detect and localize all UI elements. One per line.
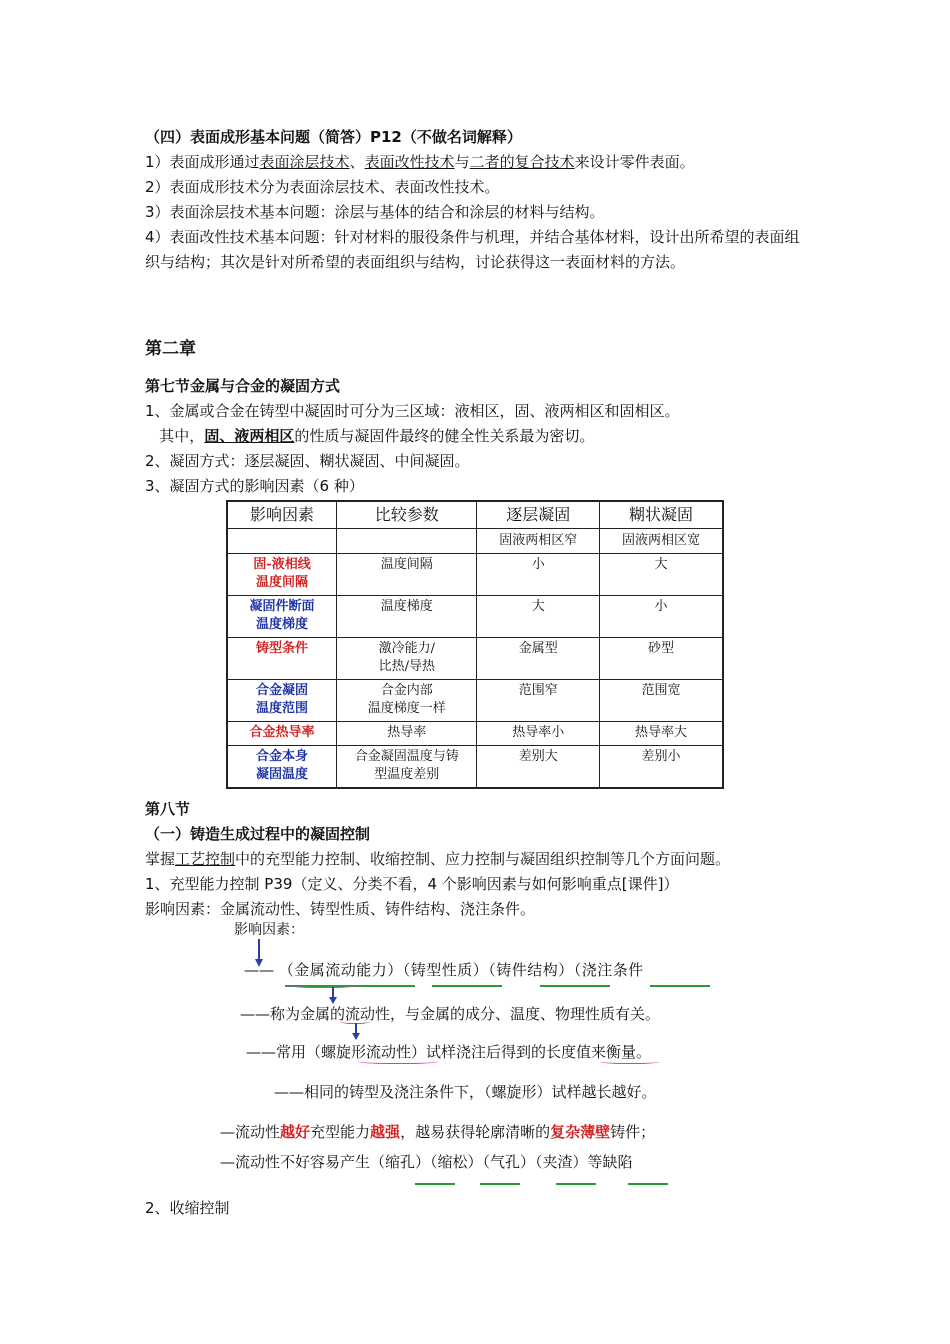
table-row bbox=[227, 746, 723, 788]
table-cell bbox=[337, 638, 477, 680]
text: 中的充型能力控制、收缩控制、应力控制与凝固组织控制等几个方面问题。 bbox=[235, 850, 731, 868]
cell-text: 热导率 bbox=[387, 725, 427, 740]
table-cell bbox=[599, 680, 723, 722]
table-cell bbox=[227, 680, 337, 722]
underlined-text: 表面涂层技术 bbox=[259, 153, 350, 171]
text: 、 bbox=[349, 153, 365, 171]
subsection-heading: （一）铸造生成过程中的凝固控制 bbox=[145, 825, 371, 843]
section-heading: 第七节金属与合金的凝固方式 bbox=[145, 377, 341, 395]
text: 充型能力 bbox=[310, 1123, 371, 1141]
section-heading: （四）表面成形基本问题（简答）P12（不做名词解释） bbox=[145, 128, 522, 146]
cell-text: 合金内部 bbox=[380, 683, 433, 698]
pink-mark bbox=[288, 982, 358, 988]
table-cell bbox=[337, 746, 477, 788]
pink-mark bbox=[358, 1058, 438, 1064]
image-row: ——称为金属的流动性，与金属的成分、温度、物理性质有关。 bbox=[240, 1005, 661, 1023]
cell-text: 大 bbox=[654, 557, 668, 572]
cell-text: 合金凝固温度与铸 bbox=[354, 749, 459, 764]
fluidity-notes-image bbox=[210, 915, 730, 1195]
dash: —— bbox=[244, 961, 274, 979]
cell-text: 固-液相线 bbox=[253, 557, 311, 572]
paragraph-line: 3）表面涂层技术基本问题：涂层与基体的结合和涂层的材料与结构。 bbox=[145, 203, 605, 221]
image-row: —流动性不好容易产生（缩孔）（缩松）（气孔）（夹渣）等缺陷 bbox=[220, 1153, 633, 1171]
table-cell bbox=[227, 554, 337, 596]
solidification-factors-table bbox=[226, 500, 724, 789]
table-cell: 固液两相区窄 bbox=[477, 529, 600, 554]
table-cell bbox=[599, 596, 723, 638]
paragraph-line: 1、金属或合金在铸型中凝固时可分为三区域：液相区，固、液两相区和固相区。 bbox=[145, 402, 680, 420]
text: 其中， bbox=[145, 427, 205, 445]
cell-text: 温度范围 bbox=[256, 701, 309, 716]
text: 掌握 bbox=[145, 850, 176, 868]
table-cell bbox=[337, 680, 477, 722]
image-row: ——常用（螺旋形流动性）试样浇注后得到的长度值来衡量。 bbox=[246, 1043, 652, 1061]
table-cell bbox=[337, 722, 477, 746]
paragraph-line bbox=[145, 424, 815, 449]
cell-text: 小 bbox=[654, 599, 668, 614]
table-row bbox=[227, 638, 723, 680]
red-text: 越强 bbox=[370, 1123, 401, 1141]
table-cell bbox=[599, 554, 723, 596]
emphasis-text: 固、液两相区 bbox=[204, 427, 295, 445]
cell-text: 热导率小 bbox=[512, 725, 565, 740]
cell-text: 温度梯度 bbox=[380, 599, 433, 614]
paragraph-line: 2）表面成形技术分为表面涂层技术、表面改性技术。 bbox=[145, 178, 500, 196]
table-cell bbox=[227, 746, 337, 788]
table-cell bbox=[599, 722, 723, 746]
table-row bbox=[227, 596, 723, 638]
cell-text: 金属型 bbox=[518, 641, 558, 656]
table-row bbox=[227, 680, 723, 722]
text: ，越易获得轮廓清晰的 bbox=[400, 1123, 551, 1141]
cell-text: 差别小 bbox=[641, 749, 681, 764]
text: —流动性 bbox=[220, 1123, 281, 1141]
table-cell bbox=[599, 638, 723, 680]
paragraph-line: 3、凝固方式的影响因素（6 种） bbox=[145, 477, 364, 495]
table-subheader-row bbox=[227, 529, 723, 554]
cell-text: 差别大 bbox=[518, 749, 558, 764]
cell-text: 合金热导率 bbox=[249, 725, 315, 740]
text: 来设计零件表面。 bbox=[574, 153, 695, 171]
red-text: 越好 bbox=[280, 1123, 311, 1141]
table-cell bbox=[599, 746, 723, 788]
table-cell bbox=[227, 529, 337, 554]
table-cell bbox=[477, 638, 600, 680]
image-title: 影响因素： bbox=[234, 922, 304, 938]
table-cell bbox=[337, 529, 477, 554]
cell-text: 型温度差别 bbox=[374, 767, 440, 782]
cell-text: 比热/导热 bbox=[378, 659, 435, 674]
paragraph-line: 1、充型能力控制 P39（定义、分类不看，4 个影响因素与如何影响重点[课件]） bbox=[145, 875, 679, 893]
green-underline bbox=[432, 985, 502, 987]
paragraph-line: 影响因素：金属流动性、铸型性质、铸件结构、浇注条件。 bbox=[145, 900, 536, 918]
image-row bbox=[220, 1121, 655, 1142]
chapter-title: 第二章 bbox=[145, 339, 196, 359]
cell-text: 温度间隔 bbox=[380, 557, 433, 572]
underlined-text: 二者的复合技术 bbox=[469, 153, 575, 171]
cell-text: 温度梯度 bbox=[256, 617, 309, 632]
paragraph-line: 2、收缩控制 bbox=[145, 1199, 230, 1217]
text: 1）表面成形通过 bbox=[145, 153, 260, 171]
table-header-row bbox=[227, 501, 723, 529]
cell-text: 合金凝固 bbox=[256, 683, 309, 698]
green-underline bbox=[480, 1183, 520, 1185]
paragraph-line bbox=[145, 150, 815, 175]
paragraph-line bbox=[145, 847, 815, 872]
cell-text: 范围宽 bbox=[641, 683, 681, 698]
table-header: 糊状凝固 bbox=[599, 501, 723, 529]
cell-text: 铸型条件 bbox=[256, 641, 309, 656]
table-cell bbox=[477, 746, 600, 788]
cell-text: 范围窄 bbox=[518, 683, 558, 698]
image-row: ——相同的铸型及浇注条件下，（螺旋形）试样越长越好。 bbox=[274, 1083, 657, 1101]
table-header: 逐层凝固 bbox=[477, 501, 600, 529]
cell-text: 凝固温度 bbox=[256, 767, 309, 782]
cell-text: 砂型 bbox=[647, 641, 674, 656]
paragraph: 4）表面改性技术基本问题：针对材料的服役条件与机理，并结合基体材料，设计出所希望的表面组织与结构；其次是针对所希望的表面组织与结构，讨论获得这一表面材料的方法。 bbox=[145, 228, 800, 271]
cell-text: 温度间隔 bbox=[256, 575, 309, 590]
green-underline bbox=[628, 1183, 668, 1185]
paragraph-line: 2、凝固方式：逐层凝固、糊状凝固、中间凝固。 bbox=[145, 452, 470, 470]
text: 与 bbox=[454, 153, 470, 171]
table-cell bbox=[227, 722, 337, 746]
green-underline bbox=[556, 1183, 596, 1185]
green-underline bbox=[415, 1183, 455, 1185]
pink-mark bbox=[600, 1058, 660, 1064]
image-row bbox=[244, 959, 644, 980]
cell-text: 热导率大 bbox=[634, 725, 687, 740]
table-cell bbox=[477, 680, 600, 722]
cell-text: 大 bbox=[531, 599, 545, 614]
cell-text: 温度梯度一样 bbox=[367, 701, 446, 716]
table-cell: 固液两相区宽 bbox=[599, 529, 723, 554]
table-cell bbox=[337, 596, 477, 638]
section-heading: 第八节 bbox=[145, 800, 191, 818]
table-row bbox=[227, 554, 723, 596]
cell-text: 合金本身 bbox=[256, 749, 309, 764]
table-cell bbox=[227, 596, 337, 638]
table-cell bbox=[477, 596, 600, 638]
table-cell bbox=[477, 554, 600, 596]
text: （金属流动能力）（铸型性质）（铸件结构）（浇注条件 bbox=[278, 961, 644, 979]
text: 铸件； bbox=[610, 1123, 656, 1141]
cell-text: 激冷能力/ bbox=[378, 641, 435, 656]
table-cell bbox=[227, 638, 337, 680]
green-underline bbox=[540, 985, 610, 987]
red-text: 复杂薄壁 bbox=[550, 1123, 611, 1141]
arrow-down-icon bbox=[351, 1023, 361, 1041]
table-header: 比较参数 bbox=[337, 501, 477, 529]
underlined-text: 工艺控制 bbox=[175, 850, 236, 868]
green-underline bbox=[650, 985, 710, 987]
table-cell bbox=[337, 554, 477, 596]
table-row bbox=[227, 722, 723, 746]
text: 的性质与凝固件最终的健全性关系最为密切。 bbox=[294, 427, 595, 445]
cell-text: 凝固件断面 bbox=[249, 599, 315, 614]
underlined-text: 表面改性技术 bbox=[364, 153, 455, 171]
cell-text: 小 bbox=[531, 557, 545, 572]
table-header: 影响因素 bbox=[227, 501, 337, 529]
table-cell bbox=[477, 722, 600, 746]
